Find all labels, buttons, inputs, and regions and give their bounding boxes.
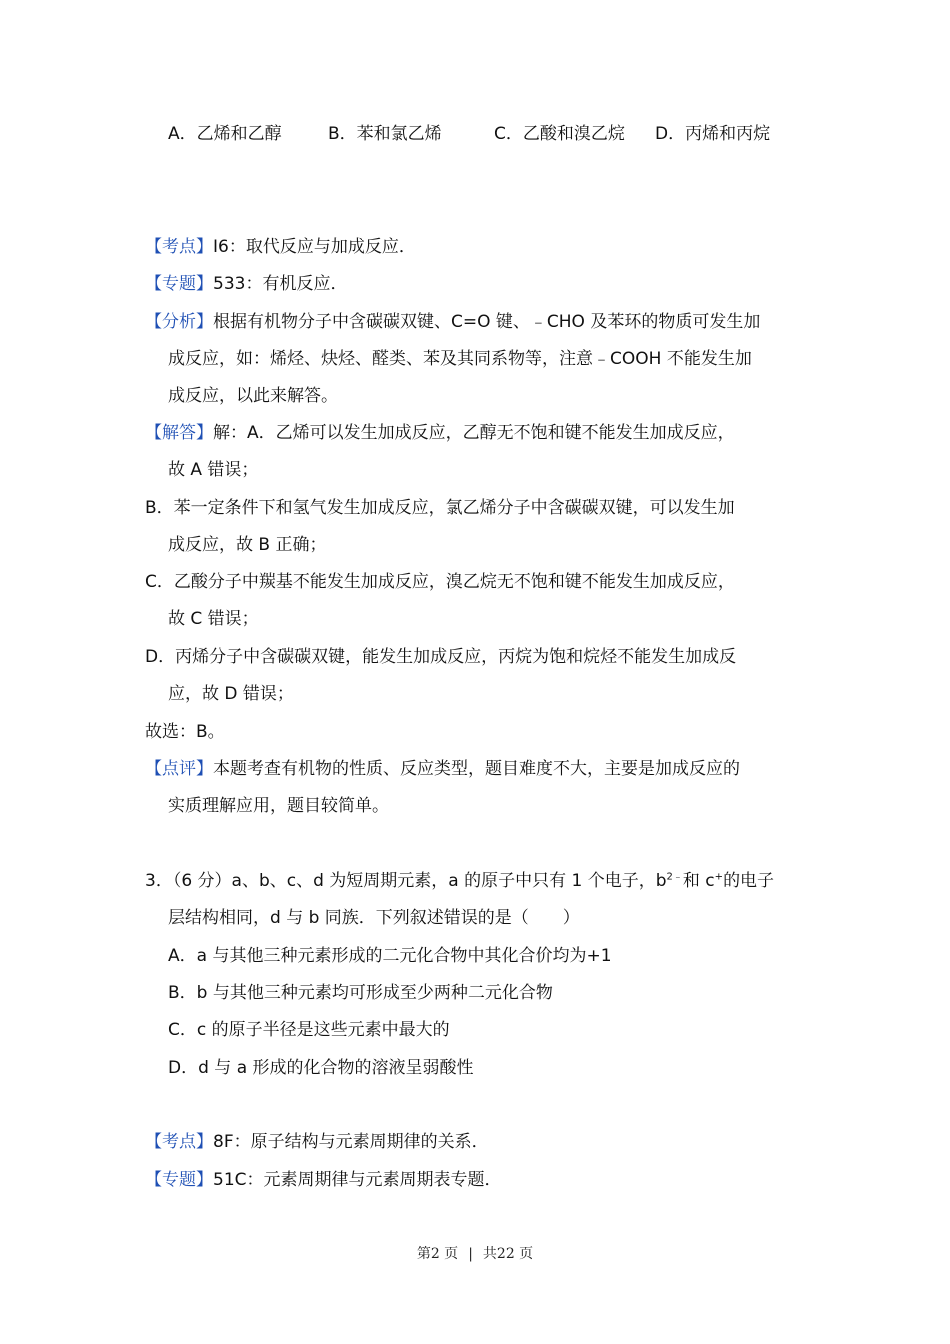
q3-stem-1b: 和 c bbox=[682, 871, 715, 891]
q3-option-d: D．d 与 a 形成的化合物的溶液呈弱酸性 bbox=[168, 1058, 474, 1078]
q3-option-b: B．b 与其他三种元素均可形成至少两种二元化合物 bbox=[168, 983, 553, 1003]
q3-stem-1a: 3．（6 分）a、b、c、d 为短周期元素，a 的原子中只有 1 个电子，b bbox=[145, 871, 667, 891]
q3-zhuanti-line bbox=[145, 1168, 502, 1192]
q3-option-c: C．c 的原子半径是这些元素中最大的 bbox=[168, 1020, 450, 1040]
fenxi-line-1 bbox=[145, 310, 760, 334]
dianping-tag: 【点评】 bbox=[145, 759, 213, 779]
page-footer bbox=[0, 1243, 950, 1263]
zhuanti-text: 533：有机反应． bbox=[213, 274, 348, 294]
kaodian-text: I6：取代反应与加成反应． bbox=[213, 237, 416, 257]
q3-kaodian-tag: 【考点】 bbox=[145, 1132, 213, 1152]
q3-option-a: A．a 与其他三种元素形成的二元化合物中其化合价均为+1 bbox=[168, 946, 612, 966]
jieda-line-2: 故 A 错误； bbox=[168, 460, 259, 480]
fenxi-text-1: 根据有机物分子中含碳碳双键、C=O 键、﹣CHO 及苯环的物质可发生加 bbox=[213, 312, 761, 332]
fenxi-line-2: 成反应，如：烯烃、炔烃、醛类、苯及其同系物等，注意﹣COOH 不能发生加 bbox=[168, 349, 752, 369]
q3-zhuanti-text: 51C：元素周期律与元素周期表专题． bbox=[213, 1170, 502, 1190]
footer-separator: | bbox=[468, 1246, 473, 1262]
explain-b-1: B．苯一定条件下和氢气发生加成反应，氯乙烯分子中含碳碳双键，可以发生加 bbox=[145, 498, 735, 518]
explain-d-2: 应，故 D 错误； bbox=[168, 684, 294, 704]
q3-stem-line-2: 层结构相同，d 与 b 同族．下列叙述错误的是（ ） bbox=[168, 908, 580, 928]
explain-c-2: 故 C 错误； bbox=[168, 609, 259, 629]
jieda-tag: 【解答】 bbox=[145, 423, 213, 443]
dianping-text-1: 本题考查有机物的性质、反应类型，题目难度不大，主要是加成反应的 bbox=[213, 759, 740, 779]
q3-stem-1c: 的电子 bbox=[723, 871, 775, 891]
zhuanti-line bbox=[145, 272, 347, 296]
b-charge-superscript: 2﹣ bbox=[666, 871, 683, 883]
q3-zhuanti-tag: 【专题】 bbox=[145, 1170, 213, 1190]
page-number: 第2 页 bbox=[416, 1246, 459, 1262]
fenxi-tag: 【分析】 bbox=[145, 312, 213, 332]
explain-b-2: 成反应，故 B 正确； bbox=[168, 535, 327, 555]
fenxi-line-3: 成反应，以此来解答。 bbox=[168, 386, 338, 406]
answer-line: 故选：B。 bbox=[145, 722, 225, 742]
dianping-line-1 bbox=[145, 757, 740, 781]
option-d: D．丙烯和丙烷 bbox=[655, 124, 771, 144]
jieda-text-1: 解：A．乙烯可以发生加成反应，乙醇无不饱和键不能发生加成反应， bbox=[213, 423, 735, 443]
option-c: C．乙酸和溴乙烷 bbox=[494, 124, 625, 144]
option-b: B．苯和氯乙烯 bbox=[328, 124, 442, 144]
q3-kaodian-text: 8F：原子结构与元素周期律的关系． bbox=[213, 1132, 489, 1152]
explain-c-1: C．乙酸分子中羰基不能发生加成反应，溴乙烷无不饱和键不能发生加成反应， bbox=[145, 572, 735, 592]
kaodian-line bbox=[145, 235, 416, 259]
zhuanti-tag: 【专题】 bbox=[145, 274, 213, 294]
option-a: A．乙烯和乙醇 bbox=[168, 124, 282, 144]
q3-kaodian-line bbox=[145, 1130, 489, 1154]
dianping-line-2: 实质理解应用，题目较简单。 bbox=[168, 796, 389, 816]
kaodian-tag: 【考点】 bbox=[145, 237, 213, 257]
total-pages: 共22 页 bbox=[482, 1246, 534, 1262]
c-charge-superscript: + bbox=[714, 871, 724, 883]
jieda-line-1 bbox=[145, 421, 735, 445]
explain-d-1: D．丙烯分子中含碳碳双键，能发生加成反应，丙烷为饱和烷烃不能发生加成反 bbox=[145, 647, 737, 667]
q3-stem-line-1 bbox=[145, 869, 774, 893]
